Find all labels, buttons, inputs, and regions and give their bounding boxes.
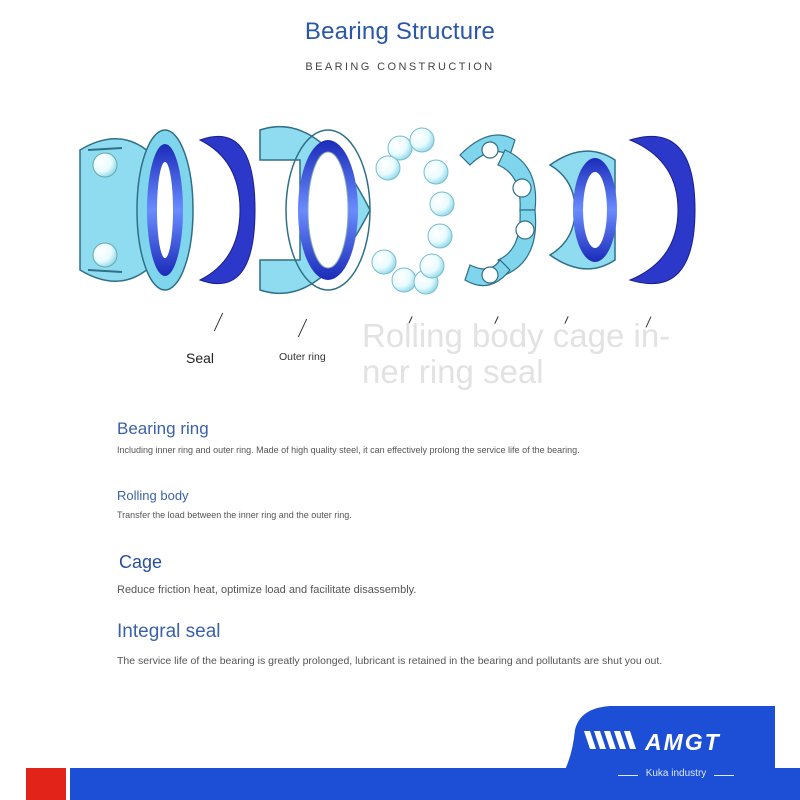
seal-part-right — [630, 136, 695, 283]
assembled-bearing — [80, 130, 193, 290]
seal-leader-line — [214, 313, 223, 332]
bearing-ring-heading: Bearing ring — [117, 419, 209, 438]
integral-seal-heading: Integral seal — [117, 621, 221, 642]
inner-ring-part — [550, 151, 617, 269]
brand-tagline: Kuka industry — [620, 768, 732, 779]
rolling-body-text: Transfer the load between the inner ring and the outer ring. — [117, 510, 352, 520]
seal-part — [200, 136, 255, 283]
page-subtitle: BEARING CONSTRUCTION — [305, 61, 495, 73]
cage-heading: Cage — [119, 552, 163, 572]
outer-ring-part — [260, 127, 370, 294]
seal-label: Seal — [186, 350, 215, 366]
bearing-ring-text: Including inner ring and outer ring. Made of high quality steel, it can effectively prolong the service life of the bearing. — [117, 445, 580, 455]
rolling-body-balls — [372, 128, 454, 294]
bearing-exploded-diagram — [70, 110, 710, 310]
outer-ring-leader-line — [298, 319, 307, 338]
rolling-body-heading: Rolling body — [117, 488, 189, 503]
cage-part — [460, 135, 536, 286]
integral-seal-text: The service life of the bearing is greatly prolonged, lubricant is retained in the bearing and pollutants are shut you out. — [117, 655, 663, 667]
amgt-logo: AMGT — [645, 729, 721, 755]
outer-ring-label: Outer ring — [279, 351, 326, 363]
page-title: Bearing Structure — [304, 18, 496, 45]
faded-parts-caption: Rolling body cage in-ner ring seal — [362, 317, 671, 390]
cage-text: Reduce friction heat, optimize load and facilitate disassembly. — [117, 584, 417, 596]
